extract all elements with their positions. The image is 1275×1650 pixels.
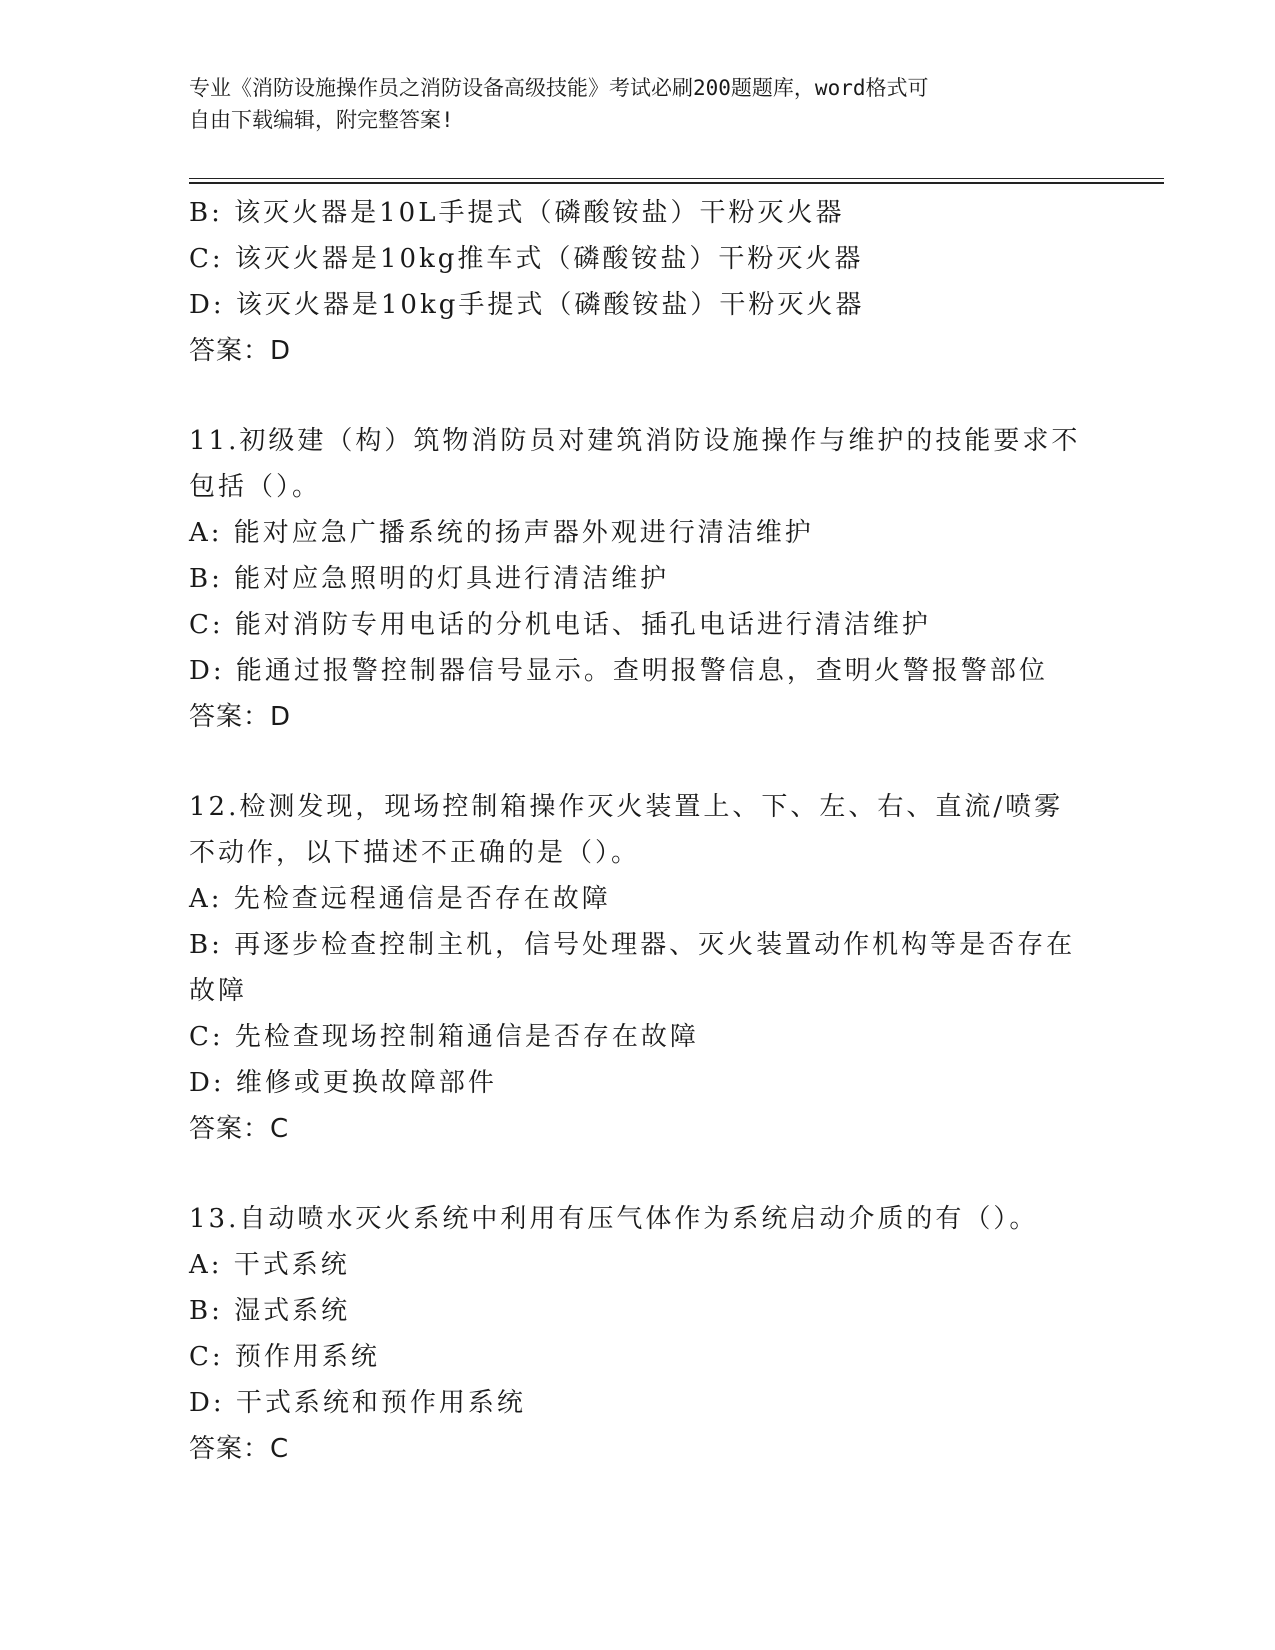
option-c: C: 能对消防专用电话的分机电话、插孔电话进行清洁维护 [189, 610, 931, 640]
question-stem: 11.初级建（构）筑物消防员对建筑消防设施操作与维护的技能要求不 [189, 426, 1081, 456]
answer: 答案：D [189, 702, 292, 732]
option-d: D: 该灭火器是10kg手提式（磷酸铵盐）干粉灭火器 [189, 290, 865, 320]
spacer [189, 740, 1089, 784]
spacer [189, 374, 1089, 418]
question-stem-continued: 包括（）。 [189, 472, 322, 502]
answer: 答案：C [189, 1114, 290, 1144]
question-stem: 13.自动喷水灭火系统中利用有压气体作为系统启动介质的有（）。 [189, 1204, 1039, 1234]
question-11 [189, 418, 1089, 740]
option-d: D: 维修或更换故障部件 [189, 1068, 497, 1098]
option-c: C: 先检查现场控制箱通信是否存在故障 [189, 1022, 699, 1052]
answer: 答案：D [189, 336, 292, 366]
option-b: B: 能对应急照明的灯具进行清洁维护 [189, 564, 670, 594]
question-12 [189, 784, 1089, 1152]
option-a: A: 能对应急广播系统的扬声器外观进行清洁维护 [189, 518, 814, 548]
header-line-2: 自由下载编辑，附完整答案! [189, 108, 454, 132]
question-13 [189, 1196, 1089, 1472]
option-c: C: 该灭火器是10kg推车式（磷酸铵盐）干粉灭火器 [189, 244, 864, 274]
header-line-1: 专业《消防设施操作员之消防设备高级技能》考试必刷200题题库，word格式可 [189, 76, 929, 100]
header-divider-thin [189, 178, 1164, 179]
question-stem: 12.检测发现，现场控制箱操作灭火装置上、下、左、右、直流/喷雾 [189, 792, 1064, 822]
option-b: B: 该灭火器是10L手提式（磷酸铵盐）干粉灭火器 [189, 198, 845, 228]
question-list [189, 190, 1089, 1472]
header-divider-thick [189, 182, 1164, 184]
option-b: B: 再逐步检查控制主机，信号处理器、灭火装置动作机构等是否存在 [189, 930, 1076, 960]
option-d: D: 干式系统和预作用系统 [189, 1388, 526, 1418]
option-a: A: 干式系统 [189, 1250, 350, 1280]
option-a: A: 先检查远程通信是否存在故障 [189, 884, 611, 914]
option-c: C: 预作用系统 [189, 1342, 380, 1372]
spacer [189, 1152, 1089, 1196]
question-10 [189, 190, 1089, 374]
option-d: D: 能通过报警控制器信号显示。查明报警信息，查明火警报警部位 [189, 656, 1048, 686]
option-b: B: 湿式系统 [189, 1296, 351, 1326]
document-header [189, 72, 1089, 136]
option-b-continued: 故障 [189, 976, 248, 1006]
answer: 答案：C [189, 1434, 290, 1464]
question-stem-continued: 不动作，以下描述不正确的是（）。 [189, 838, 641, 868]
